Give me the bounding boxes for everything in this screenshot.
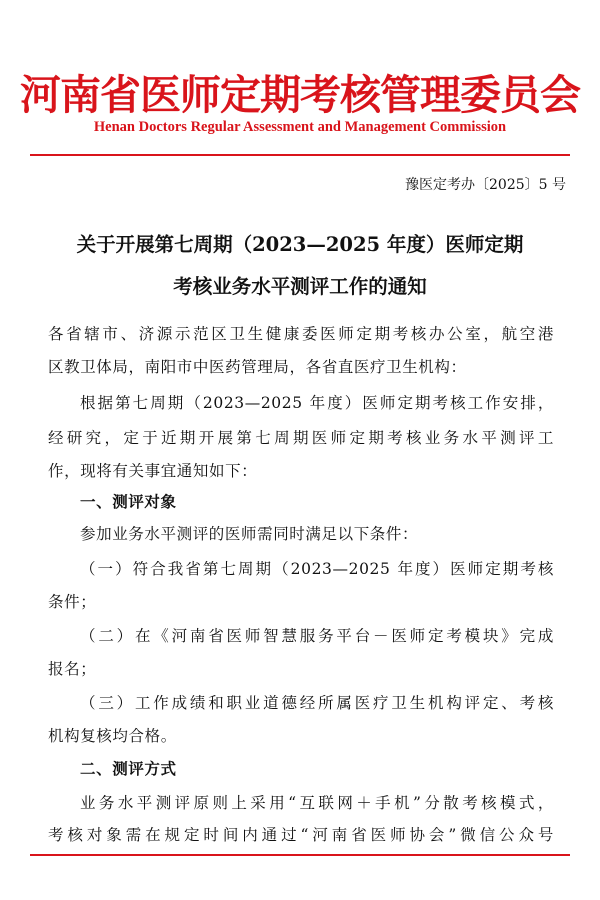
notice-title-line-2: 考核业务水平测评工作的通知 xyxy=(173,275,427,298)
section-heading: 二、测评方式 xyxy=(80,759,177,778)
body-line: 报名； xyxy=(48,660,97,678)
letterhead-title-cn: 河南省医师定期考核管理委员会 xyxy=(20,71,580,119)
notice-title-line-1: 关于开展第七周期（2023—2025 年度）医师定期 xyxy=(76,233,524,256)
letterhead-title-en: Henan Doctors Regular Assessment and Management Commission xyxy=(93,119,507,135)
body-line: （一）符合我省第七周期（2023—2025 年度）医师定期考核 xyxy=(80,560,554,578)
body-line: 经研究，定于近期开展第七周期医师定期考核业务水平测评工 xyxy=(48,429,554,447)
body-line: （三）工作成绩和职业道德经所属医疗卫生机构评定、考核 xyxy=(80,694,554,712)
body-line: 考核对象需在规定时间内通过“河南省医师协会”微信公众号 xyxy=(48,826,554,844)
letterhead-divider xyxy=(30,154,570,156)
body-line: 根据第七周期（2023—2025 年度）医师定期考核工作安排， xyxy=(80,394,554,412)
body-line: 业务水平测评原则上采用“互联网＋手机”分散考核模式， xyxy=(80,794,554,812)
body-line: 机构复核均合格。 xyxy=(48,727,177,745)
body-line: 区教卫体局，南阳市中医药管理局，各省直医疗卫生机构： xyxy=(48,358,467,376)
body-line: 各省辖市、济源示范区卫生健康委医师定期考核办公室，航空港 xyxy=(48,325,554,343)
section-heading: 一、测评对象 xyxy=(80,492,177,511)
body-line: 参加业务水平测评的医师需同时满足以下条件： xyxy=(80,525,419,543)
document-number: 豫医定考办〔2025〕5 号 xyxy=(405,177,566,193)
body-line: 作，现将有关事宜通知如下： xyxy=(48,462,258,480)
footer-divider xyxy=(30,854,570,856)
body-line: 条件； xyxy=(48,593,97,611)
body-line: （二）在《河南省医师智慧服务平台－医师定考模块》完成 xyxy=(80,627,554,645)
